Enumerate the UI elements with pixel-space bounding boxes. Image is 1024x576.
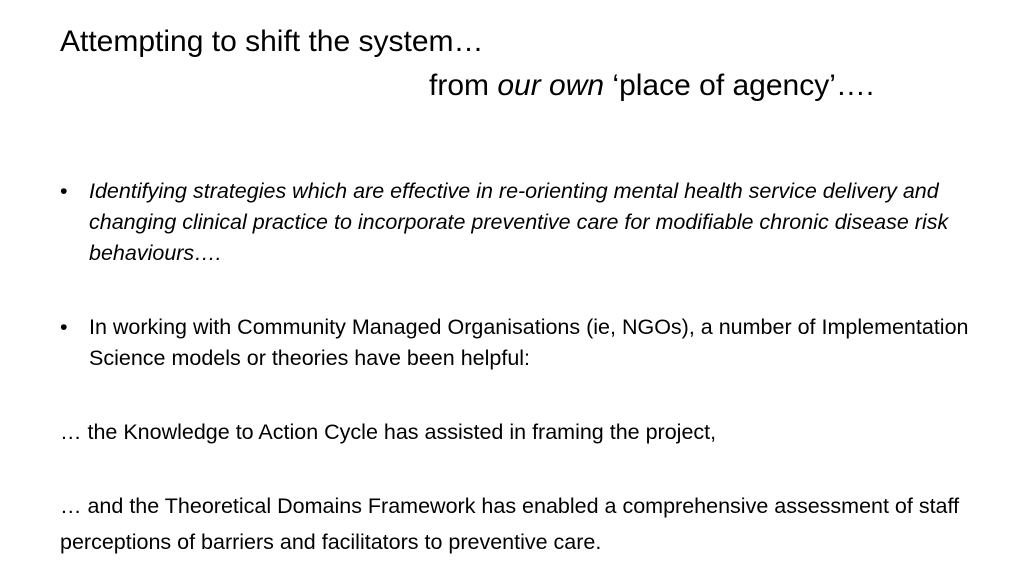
bullet-item-implementation-science (60, 312, 970, 374)
bullet-marker: • (60, 179, 68, 203)
title-line-2-prefix: from (429, 69, 498, 102)
paragraph-theoretical-domains: … and the Theoretical Domains Framework has enabled a comprehensive assessment of staff perceptions of barriers and facilitators to preventive care. (60, 494, 960, 554)
bullet-text: Identifying strategies which are effective in re-orienting mental health service delivery and changing clinical practice to incorporate preventive care for modifiable chronic disease risk behaviours…. (89, 179, 949, 265)
bullet-marker: • (60, 315, 68, 339)
bullet-text: In working with Community Managed Organisations (ie, NGOs), a number of Implementation Science models or theories have been helpful: (89, 315, 969, 370)
slide-title-line-2 (429, 68, 874, 104)
title-line-2-suffix: ‘place of agency’…. (604, 69, 875, 102)
bullet-item-strategies (60, 176, 970, 269)
slide-title-line-1: Attempting to shift the system… (60, 25, 484, 58)
title-emphasis: our own (497, 69, 605, 102)
paragraph-knowledge-to-action: … the Knowledge to Action Cycle has assisted in framing the project, (60, 420, 717, 444)
